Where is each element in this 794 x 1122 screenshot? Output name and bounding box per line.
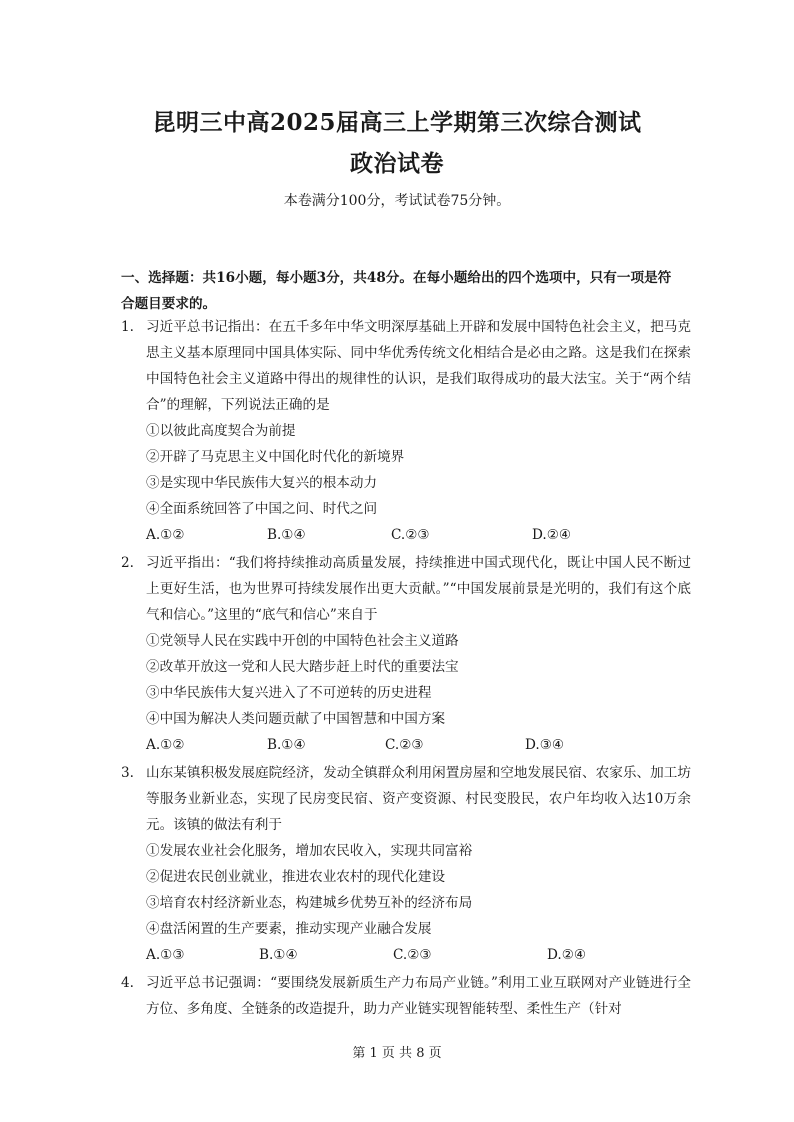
choice-c: C.②③ xyxy=(391,527,430,543)
page-indicator: 第 1 页 共 8 页 xyxy=(352,1046,442,1061)
question-stem: 山东某镇积极发展庭院经济，发动全镇群众利用闲置房屋和空地发展民宿、农家乐、加工坊等服务业新业态，实现了民房变民宿、资产变资源、村民变股民，农户年均收入达10万余元。该镇的做法有利于 xyxy=(146,765,691,833)
question-4 xyxy=(121,970,691,1022)
choice-b: B.①④ xyxy=(259,947,298,963)
question-3 xyxy=(121,760,691,968)
choice-b: B.①④ xyxy=(267,527,306,543)
answer-choices xyxy=(121,732,691,758)
choice-c: C.②③ xyxy=(393,947,432,963)
question-list xyxy=(121,314,691,1024)
exam-subject-title: 政治试卷 xyxy=(350,150,444,177)
choice-a: A.①③ xyxy=(146,947,185,963)
question-number: 1. xyxy=(121,319,134,335)
option-item: ②改革开放这一党和人民大踏步赶上时代的重要法宝 xyxy=(146,659,459,675)
exam-meta: 本卷满分100分，考试试卷75分钟。 xyxy=(283,193,511,209)
option-item: ④中国为解决人类问题贡献了中国智慧和中国方案 xyxy=(146,711,446,727)
option-item: ③培育农村经济新业态，构建城乡优势互补的经济布局 xyxy=(146,895,473,911)
question-stem: 习近平总书记指出：在五千多年中华文明深厚基础上开辟和发展中国特色社会主义，把马克思主义基本原理同中国具体实际、同中华优秀传统文化相结合是必由之路。这是我们在探索中国特色社会主义道路中得出的规律性的认识，是我们取得成功的最大法宝。关于“两个结合”的理解，下列说法正确的是 xyxy=(146,319,691,413)
choice-b: B.①④ xyxy=(267,737,306,753)
answer-choices xyxy=(121,522,691,548)
option-item: ①发展农业社会化服务，增加农民收入，实现共同富裕 xyxy=(146,843,473,859)
option-item: ①党领导人民在实践中开创的中国特色社会主义道路 xyxy=(146,633,459,649)
option-item: ③中华民族伟大复兴进入了不可逆转的历史进程 xyxy=(146,685,432,701)
answer-choices xyxy=(121,942,691,968)
choice-a: A.①② xyxy=(146,527,185,543)
question-2 xyxy=(121,550,691,758)
question-number: 4. xyxy=(121,975,134,991)
exam-title: 昆明三中高2025届高三上学期第三次综合测试 xyxy=(152,109,642,136)
choice-c: C.②③ xyxy=(385,737,424,753)
question-1 xyxy=(121,314,691,548)
option-item: ②开辟了马克思主义中国化时代化的新境界 xyxy=(146,449,405,465)
question-number: 3. xyxy=(121,765,134,781)
option-item: ①以彼此高度契合为前提 xyxy=(146,423,296,439)
section-heading: 一、选择题：共16小题，每小题3分，共48分。在每小题给出的四个选项中，只有一项是符合题目要求的。 xyxy=(121,270,672,312)
question-number: 2. xyxy=(121,555,134,571)
option-item: ④全面系统回答了中国之问、时代之问 xyxy=(146,501,378,517)
choice-d: D.②④ xyxy=(532,527,572,543)
choice-d: D.③④ xyxy=(525,737,565,753)
choice-a: A.①② xyxy=(146,737,185,753)
question-stem: 习近平总书记强调：“要围绕发展新质生产力布局产业链。”利用工业互联网对产业链进行全方位、多角度、全链条的改造提升，助力产业链实现智能转型、柔性生产（针对 xyxy=(146,975,691,1017)
option-item: ④盘活闲置的生产要素，推动实现产业融合发展 xyxy=(146,921,432,937)
option-item: ②促进农民创业就业，推进农业农村的现代化建设 xyxy=(146,869,446,885)
question-stem: 习近平指出：“我们将持续推动高质量发展，持续推进中国式现代化，既让中国人民不断过上更好生活，也为世界可持续发展作出更大贡献。”“中国发展前景是光明的，我们有这个底气和信心。”这里的“底气和信心”来自于 xyxy=(146,555,691,623)
option-item: ③是实现中华民族伟大复兴的根本动力 xyxy=(146,475,378,491)
choice-d: D.②④ xyxy=(547,947,587,963)
